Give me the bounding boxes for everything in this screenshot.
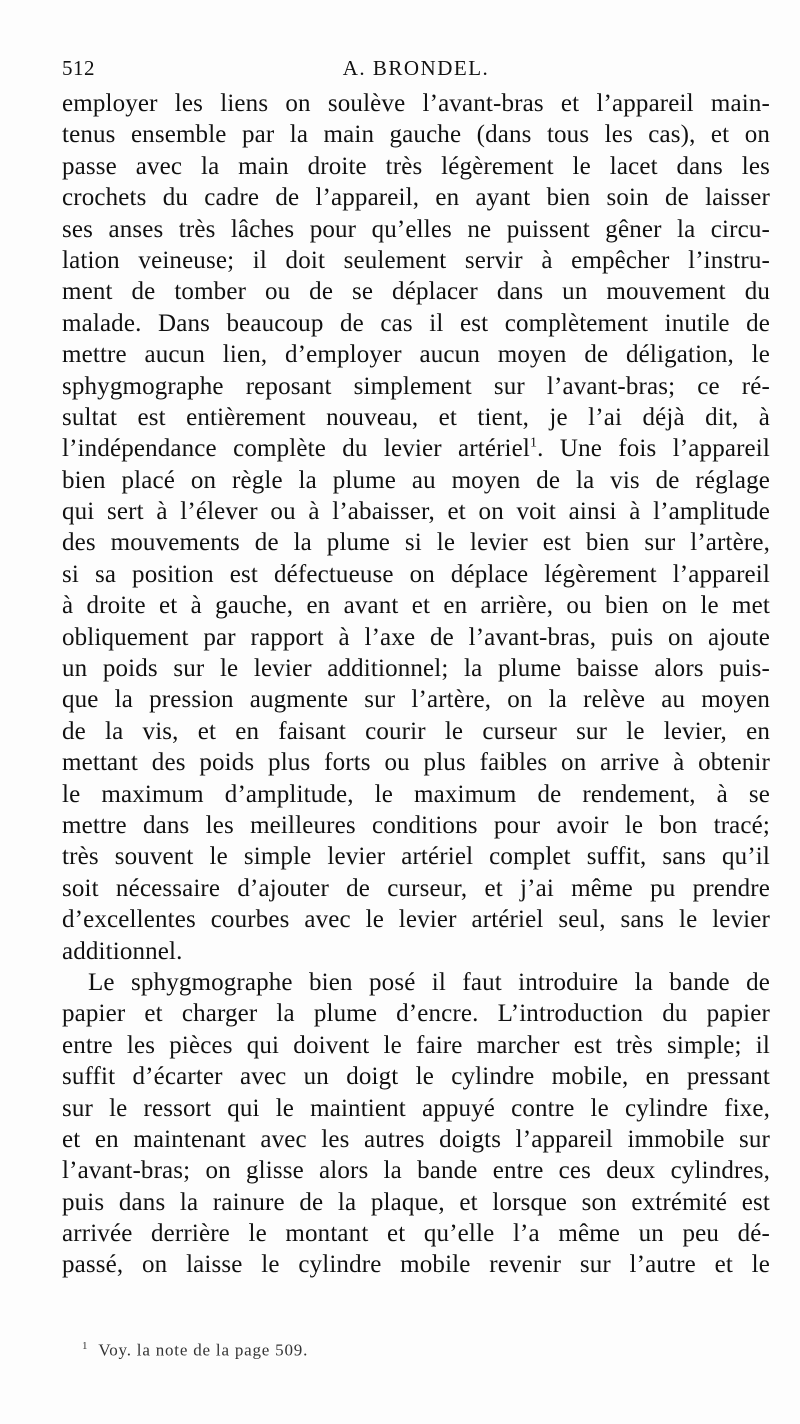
text-line: et en maintenant avec les autres doigts l’appareil immobile sur (62, 1125, 770, 1153)
text-line: malade. Dans beaucoup de cas il est complètement inutile de (62, 309, 770, 337)
running-head (62, 56, 770, 86)
text-line: bien placé on règle la plume au moyen de la vis de réglage (62, 466, 770, 494)
text-line: puis dans la rainure de la plaque, et lorsque son extrémité est (62, 1188, 770, 1216)
footnote (82, 1340, 308, 1361)
text-line: l’avant-bras; on glisse alors la bande entre ces deux cylindres, (62, 1157, 770, 1185)
text-line: sphygmographe reposant simplement sur l’avant-bras; ce ré- (62, 372, 770, 400)
text-line: obliquement par rapport à l’axe de l’avant-bras, puis on ajoute (62, 623, 770, 651)
text-line: ment de tomber ou de se déplacer dans un mouvement du (62, 278, 770, 306)
page-number: 512 (62, 56, 95, 80)
text-line: des mouvements de la plume si le levier est bien sur l’artère, (62, 529, 770, 557)
text-line: mettant des poids plus forts ou plus faibles on arrive à obtenir (62, 749, 770, 777)
footnote-marker: 1 (82, 1340, 89, 1352)
text-line: mettre aucun lien, d’employer aucun moyen de déligation, le (62, 341, 770, 369)
text-line: de la vis, et en faisant courir le curseur sur le levier, en (62, 717, 770, 745)
text-line: arrivée derrière le montant et qu’elle l’a même un peu dé- (62, 1220, 770, 1248)
text-line: d’excellentes courbes avec le levier artériel seul, sans le levier (62, 906, 770, 934)
running-title: A. BRONDEL. (342, 56, 490, 80)
text-line: passe avec la main droite très légèrement le lacet dans les (62, 152, 770, 180)
footnote-text: Voy. la note de la page 509. (98, 1340, 309, 1360)
text-line: employer les liens on soulève l’avant-bras et l’appareil main- (62, 90, 770, 117)
text-line: papier et charger la plume d’encre. L’introduction du papier (62, 1000, 770, 1028)
text-line: très souvent le simple levier artériel complet suffit, sans qu’il (62, 843, 770, 871)
text-line: qui sert à l’élever ou à l’abaisser, et on voit ainsi à l’amplitude (62, 498, 770, 526)
text-fragment: l’indépendance complète du levier artériel (62, 435, 530, 463)
text-line: le maximum d’amplitude, le maximum de rendement, à se (62, 780, 770, 808)
text-line: suffit d’écarter avec un doigt le cylindre mobile, en pressant (62, 1063, 770, 1091)
text-line: sur le ressort qui le maintient appuyé contre le cylindre fixe, (62, 1094, 770, 1122)
text-line: Le sphygmographe bien posé il faut introduire la bande de (88, 968, 770, 996)
body-text (62, 88, 770, 1281)
text-line: passé, on laisse le cylindre mobile revenir sur l’autre et le (62, 1251, 770, 1279)
text-fragment: . Une fois l’appareil (537, 435, 770, 463)
text-line: mettre dans les meilleures conditions pour avoir le bon tracé; (62, 811, 770, 839)
text-line-with-footnote-ref (62, 433, 770, 464)
text-line: que la pression augmente sur l’artère, on la relève au moyen (62, 686, 770, 714)
text-line: si sa position est défectueuse on déplace légèrement l’appareil (62, 560, 770, 588)
text-line: crochets du cadre de l’appareil, en ayant bien soin de laisser (62, 184, 770, 212)
text-line: un poids sur le levier additionnel; la plume baisse alors puis- (62, 655, 770, 683)
text-line: lation veineuse; il doit seulement servir à empêcher l’instru- (62, 246, 770, 274)
text-line: à droite et à gauche, en avant et en arrière, ou bien on le met (62, 592, 770, 620)
text-line: additionnel. (62, 937, 183, 965)
text-line: soit nécessaire d’ajouter de curseur, et j’ai même pu prendre (62, 874, 770, 902)
text-line: entre les pièces qui doivent le faire marcher est très simple; il (62, 1031, 770, 1059)
text-line: ses anses très lâches pour qu’elles ne puissent gêner la circu- (62, 215, 770, 243)
text-line: tenus ensemble par la main gauche (dans tous les cas), et on (62, 121, 770, 149)
text-line: sultat est entièrement nouveau, et tient, je l’ai déjà dit, à (62, 403, 770, 431)
footnote-ref: 1 (530, 435, 538, 451)
